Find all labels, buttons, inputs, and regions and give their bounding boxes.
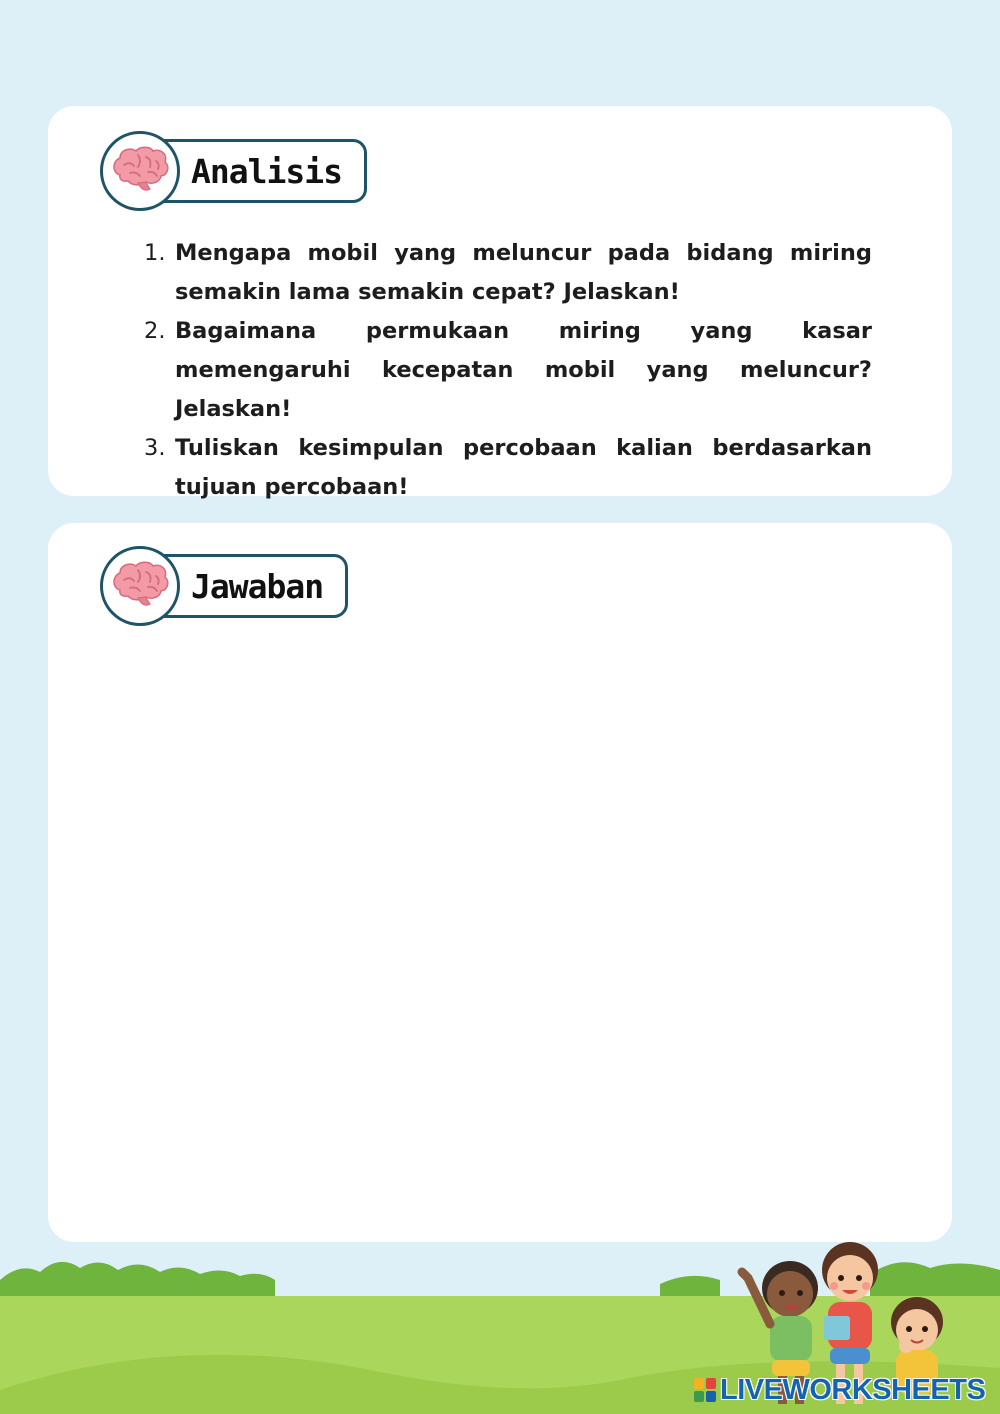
question-number: 3. — [144, 435, 166, 461]
question-text: Tuliskan kesimpulan percobaan kalian berdasarkan tujuan percobaan! — [175, 435, 872, 500]
answer-title: Jawaban — [191, 566, 324, 606]
watermark-text: LIVEWORKSHEETS — [720, 1373, 986, 1406]
brain-icon — [100, 131, 180, 211]
question-number: 1. — [144, 240, 166, 266]
liveworksheets-logo-icon — [694, 1378, 716, 1402]
analysis-question-list — [144, 234, 872, 507]
answer-header-badge — [100, 546, 400, 626]
brain-icon — [100, 546, 180, 626]
question-text: Bagaimana permukaan miring yang kasar memengaruhi kecepatan mobil yang meluncur? Jelaskan! — [175, 318, 872, 422]
analysis-card — [48, 106, 952, 500]
question-item — [144, 234, 872, 312]
question-text: Mengapa mobil yang meluncur pada bidang miring semakin lama semakin cepat? Jelaskan! — [175, 240, 872, 305]
liveworksheets-watermark[interactable] — [694, 1372, 985, 1408]
question-number: 2. — [144, 318, 166, 344]
question-item — [144, 312, 872, 429]
analysis-header-badge — [100, 131, 382, 211]
answer-card[interactable] — [48, 523, 952, 1242]
analysis-title: Analisis — [191, 151, 342, 191]
question-item — [144, 429, 872, 507]
